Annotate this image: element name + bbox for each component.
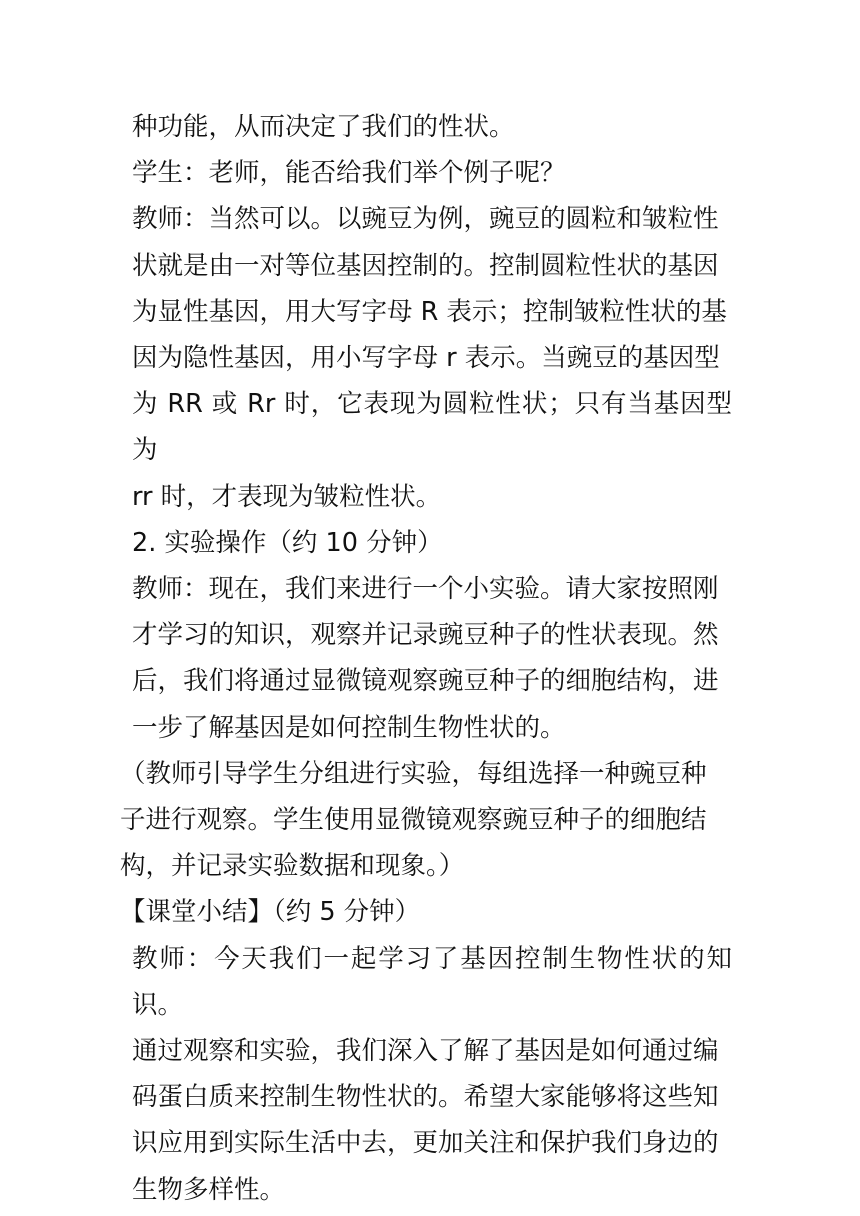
paragraph-teacher-summary: 教师：今天我们一起学习了基因控制生物性状的知识。 通过观察和实验，我们深入了解了基因是如何通过编 码蛋白质来控制生物性状的。希望大家能够将这些知 识应用到实际生活中去，更加关注和保护我们身边的 生物多样性。	[132, 943, 732, 1205]
paragraph-teacher-pea-example: 教师：当然可以。以豌豆为例，豌豆的圆粒和皱粒性 状就是由一对等位基因控制的。控制圆粒性状的基因 为显性基因，用大写字母 R 表示；控制皱粒性状的基 因为隐性基因，用小写字母 r 表示。当豌豆的基因型 为 RR 或 Rr 时，它表现为圆粒性状；只有当基因型为 rr 时，才表现为皱粒性状。	[132, 204, 732, 512]
paragraph-gene-function: 种功能，从而决定了我们的性状。	[132, 112, 515, 142]
paragraph-student-question: 学生：老师，能否给我们举个例子呢？	[132, 158, 566, 189]
document-body	[120, 104, 732, 1213]
paragraph-teacher-experiment: 教师：现在，我们来进行一个小实验。请大家按照刚 才学习的知识，观察并记录豌豆种子的性状表现。然 后，我们将通过显微镜观察豌豆种子的细胞结构，进 一步了解基因是如何控制生物性状的。	[132, 574, 719, 743]
section-heading-summary: 【课堂小结】（约 5 分钟）	[120, 897, 421, 928]
section-heading-experiment: 2. 实验操作（约 10 分钟）	[132, 527, 443, 558]
paragraph-experiment-note: （教师引导学生分组进行实验，每组选择一种豌豆种 子进行观察。学生使用显微镜观察豌豆种子的细胞结 构，并记录实验数据和现象。）	[120, 758, 707, 882]
